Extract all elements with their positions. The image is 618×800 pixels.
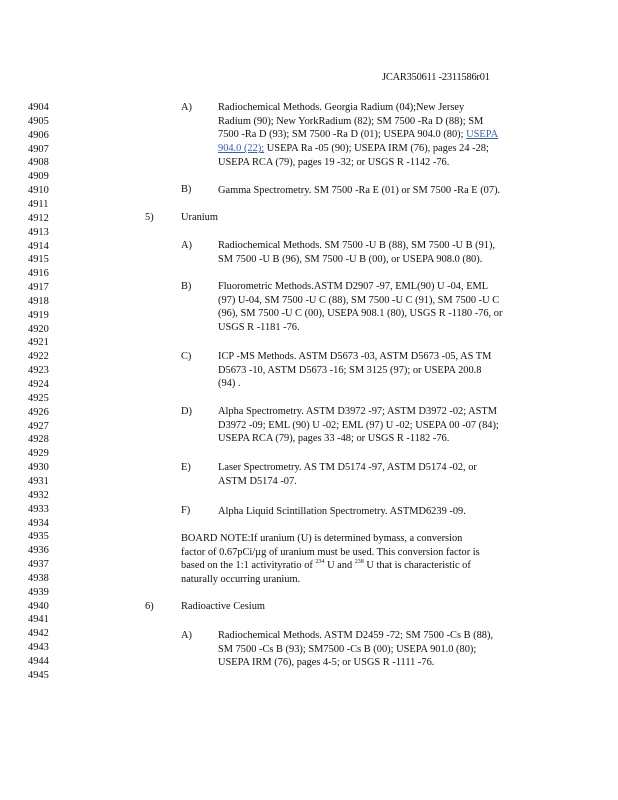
text-line: Alpha Spectrometry. ASTM D3972 -97; ASTM D3972 -02; ASTM — [218, 406, 498, 417]
radium-gamma-text: Gamma Spectrometry. SM 7500 -Ra E (01) or SM 7500 -Ra E (07). — [218, 185, 501, 196]
item-marker: C) — [181, 351, 192, 362]
text-line: Laser Spectrometry. AS TM D5174 -97, ASTM D5174 -02, or — [218, 462, 477, 473]
superscript: 238 — [354, 559, 364, 566]
line-number: 4919 — [28, 309, 49, 321]
line-number: 4939 — [28, 586, 49, 598]
text-line: naturally occurring uranium. — [181, 574, 301, 586]
line-number: 4938 — [28, 572, 49, 584]
line-number: 4905 — [28, 115, 49, 127]
text-line: U and — [324, 560, 355, 572]
item-marker: A) — [181, 630, 192, 641]
text-line: SM 7500 -U B (96), SM 7500 -U B (00), or USEPA 908.0 (80). — [218, 253, 483, 265]
text-line: Fluorometric Methods.ASTM D2907 -97, EML(90) U -04, EML — [218, 281, 489, 292]
line-number: 4913 — [28, 226, 49, 238]
line-number: 4912 — [28, 212, 49, 224]
usepa-904-link[interactable]: 904.0 (22); — [218, 143, 265, 155]
item-marker: F) — [181, 505, 191, 516]
uranium-fluorometric-text — [218, 280, 548, 335]
line-number: 4906 — [28, 129, 49, 141]
section-title-uranium: Uranium — [181, 212, 218, 223]
text-line: U that is characteristic of — [363, 560, 471, 572]
line-number: 4920 — [28, 323, 49, 335]
line-number: 4933 — [28, 503, 49, 515]
text-line: Radiochemical Methods. Georgia Radium (04);New Jersey — [218, 102, 465, 113]
line-number: 4941 — [28, 614, 49, 626]
item-marker: B) — [181, 184, 192, 195]
line-number: 4937 — [28, 559, 49, 571]
uranium-alpha-text — [218, 405, 548, 446]
item-marker: B) — [181, 281, 192, 292]
text-line: Radium (90); New YorkRadium (82); SM 7500 -Ra D (88); SM — [218, 115, 484, 127]
line-number: 4944 — [28, 656, 49, 667]
line-number: 4931 — [28, 475, 49, 487]
text-line: (97) U-04, SM 7500 -U C (88), SM 7500 -U C (91), SM 7500 -U C — [218, 294, 500, 306]
line-number: 4945 — [28, 669, 49, 681]
text-line: D5673 -10, ASTM D5673 -16; SM 3125 (97); or USEPA 200.8 — [218, 364, 482, 376]
text-line: ASTM D5174 -07. — [218, 475, 297, 487]
item-marker: E) — [181, 462, 191, 473]
cesium-radiochemical-text — [218, 629, 548, 670]
uranium-radiochemical-text — [218, 239, 548, 266]
item-marker: A) — [181, 102, 192, 113]
line-number: 4934 — [28, 517, 49, 529]
line-number: 4904 — [28, 102, 49, 113]
text-line: USGS R -1181 -76. — [218, 322, 300, 334]
usepa-link[interactable]: USEPA — [466, 129, 499, 141]
section-marker: 5) — [145, 212, 154, 223]
line-number: 4932 — [28, 489, 49, 501]
line-number: 4918 — [28, 295, 49, 307]
section-marker: 6) — [145, 601, 154, 612]
board-note — [181, 532, 541, 587]
line-number: 4917 — [28, 282, 49, 294]
text-line: factor of 0.67pCi/µg of uranium must be used. This conversion factor is — [181, 546, 480, 558]
line-number: 4923 — [28, 365, 49, 377]
line-number: 4921 — [28, 337, 49, 349]
text-line: BOARD NOTE:If uranium (U) is determined bymass, a conversion — [181, 533, 463, 544]
text-line: Radiochemical Methods. ASTM D2459 -72; SM 7500 -Cs B (88), — [218, 630, 494, 641]
line-number: 4924 — [28, 379, 49, 390]
text-line: Radiochemical Methods. SM 7500 -U B (88), SM 7500 -U B (91), — [218, 240, 496, 251]
line-number: 4929 — [28, 448, 49, 460]
text-line: (96), SM 7500 -U C (00), USEPA 908.1 (80), USGS R -1180 -76, or — [218, 308, 503, 320]
document-code: JCAR350611 -2311586r01 — [382, 72, 490, 83]
text-line: 7500 -Ra D (93); SM 7500 -Ra D (01); USEPA 904.0 (80); — [218, 129, 467, 141]
radium-radiochemical-text — [218, 101, 538, 170]
superscript: 234 — [315, 559, 325, 566]
line-number: 4927 — [28, 420, 49, 432]
line-number: 4914 — [28, 240, 49, 252]
line-number: 4916 — [28, 268, 49, 280]
uranium-icpms-text — [218, 350, 548, 391]
line-number: 4909 — [28, 171, 49, 183]
line-number: 4940 — [28, 600, 49, 612]
line-number: 4935 — [28, 531, 49, 543]
line-number: 4911 — [28, 198, 49, 210]
line-number: 4910 — [28, 185, 49, 197]
item-marker: A) — [181, 240, 192, 251]
uranium-liquid-scintillation-text: Alpha Liquid Scintillation Spectrometry. ASTMD6239 -09. — [218, 506, 466, 517]
line-number: 4915 — [28, 254, 49, 266]
line-number: 4930 — [28, 462, 49, 474]
line-number: 4926 — [28, 406, 49, 418]
text-line: based on the 1:1 activityratio of — [181, 560, 316, 572]
text-line: USEPA IRM (76), pages 4-5; or USGS R -1111 -76. — [218, 657, 435, 669]
line-number: 4936 — [28, 545, 49, 557]
uranium-laser-text — [218, 461, 548, 488]
line-number: 4908 — [28, 157, 49, 169]
text-line: SM 7500 -Cs B (93); SM7500 -Cs B (00); USEPA 901.0 (80); — [218, 643, 477, 655]
section-title-cesium: Radioactive Cesium — [181, 601, 265, 612]
text-line: USEPA Ra -05 (90); USEPA IRM (76), pages 24 -28; — [264, 143, 489, 155]
line-number: 4943 — [28, 642, 49, 654]
line-number: 4942 — [28, 628, 49, 640]
text-line: USEPA RCA (79), pages 33 -48; or USGS R -1182 -76. — [218, 433, 450, 445]
text-line: ICP -MS Methods. ASTM D5673 -03, ASTM D5673 -05, AS TM — [218, 351, 492, 362]
line-number: 4922 — [28, 351, 49, 363]
text-line: D3972 -09; EML (90) U -02; EML (97) U -02; USEPA 00 -07 (84); — [218, 419, 499, 431]
text-line: (94) . — [218, 378, 241, 390]
line-number: 4928 — [28, 434, 49, 446]
text-line: USEPA RCA (79), pages 19 -32; or USGS R -1142 -76. — [218, 156, 450, 168]
item-marker: D) — [181, 406, 192, 417]
line-number: 4925 — [28, 392, 49, 404]
line-number: 4907 — [28, 143, 49, 155]
